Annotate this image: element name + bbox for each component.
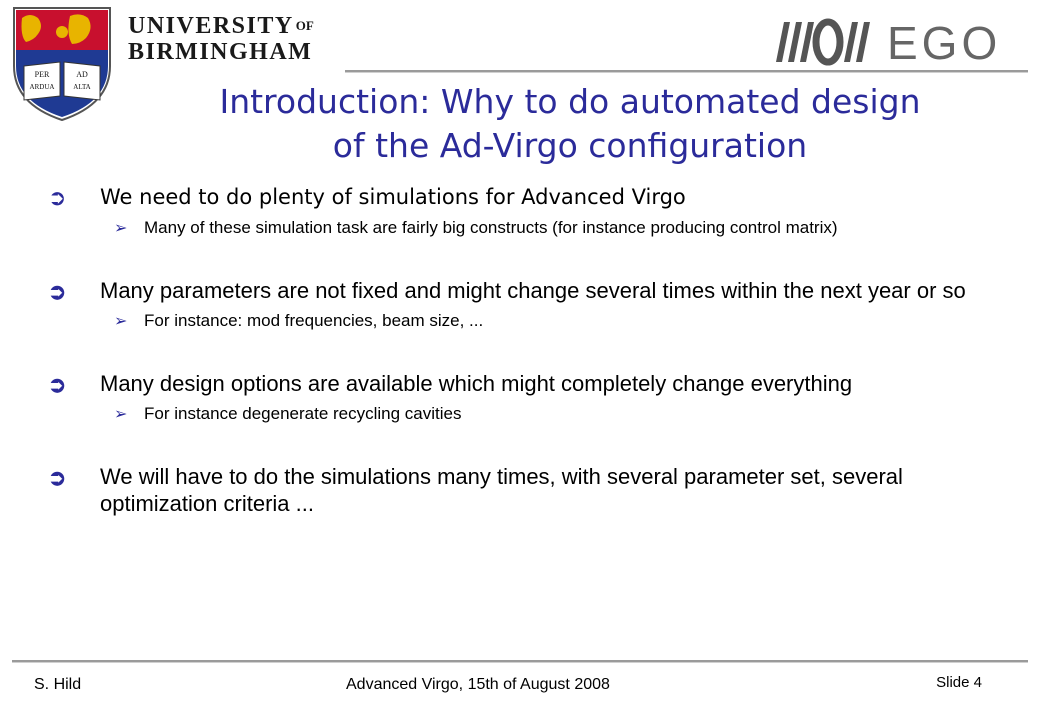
bullet-text: Many design options are available which might completely change everything	[100, 371, 853, 396]
svg-text:AD: AD	[76, 70, 88, 79]
svg-text:ARDUA: ARDUA	[29, 83, 55, 91]
slide-title	[140, 80, 1000, 168]
university-line1: UNIVERSITY	[128, 13, 294, 39]
footer-author: S. Hild	[34, 676, 82, 693]
bullet-text: Many parameters are not fixed and might change several times within the next year or so	[100, 278, 966, 303]
footer-divider	[12, 660, 1028, 663]
sub-bullet-triangle-icon: ➢	[114, 313, 128, 330]
bullet-arrow-icon: ➲	[48, 465, 67, 490]
university-line2: BIRMINGHAM	[128, 39, 313, 65]
sub-bullet-triangle-icon: ➢	[114, 220, 128, 237]
slide-content	[48, 184, 1008, 523]
sub-bullet-item	[48, 310, 1008, 332]
ego-stripes-icon	[772, 18, 882, 66]
bullet-item	[48, 277, 1008, 304]
ego-logo-text: EGO	[887, 17, 1002, 69]
bullet-arrow-icon: ➲	[48, 279, 67, 304]
slide-title-line2: of the Ad-Virgo configuration	[332, 126, 808, 165]
bullet-item	[48, 463, 1008, 517]
sub-bullet-item	[48, 403, 1008, 425]
ego-logo	[772, 17, 1012, 69]
university-wordmark	[128, 14, 314, 66]
bullet-item	[48, 370, 1008, 397]
sub-bullet-text: Many of these simulation task are fairly big constructs (for instance producing control matrix)	[144, 218, 838, 237]
bullet-item	[48, 184, 1008, 211]
university-crest-icon	[10, 4, 114, 122]
bullet-arrow-icon: ➲	[48, 372, 67, 397]
header-divider	[345, 70, 1028, 73]
bullet-arrow-icon: ➲	[48, 186, 67, 211]
svg-text:ALTA: ALTA	[73, 83, 91, 91]
bullet-text: We need to do plenty of simulations for Advanced Virgo	[100, 185, 686, 209]
sub-bullet-triangle-icon: ➢	[114, 406, 128, 423]
footer-event: Advanced Virgo, 15th of August 2008	[346, 676, 610, 693]
slide-number: Slide 4	[936, 674, 982, 691]
university-of: OF	[295, 18, 314, 33]
sub-bullet-item	[48, 217, 1008, 239]
bullet-text: We will have to do the simulations many times, with several parameter set, several optimization criteria ...	[100, 464, 903, 516]
svg-text:PER: PER	[34, 70, 50, 79]
slide-title-line1: Introduction: Why to do automated design	[219, 82, 921, 121]
sub-bullet-text: For instance: mod frequencies, beam size, ...	[144, 311, 484, 330]
sub-bullet-text: For instance degenerate recycling cavities	[144, 404, 462, 423]
